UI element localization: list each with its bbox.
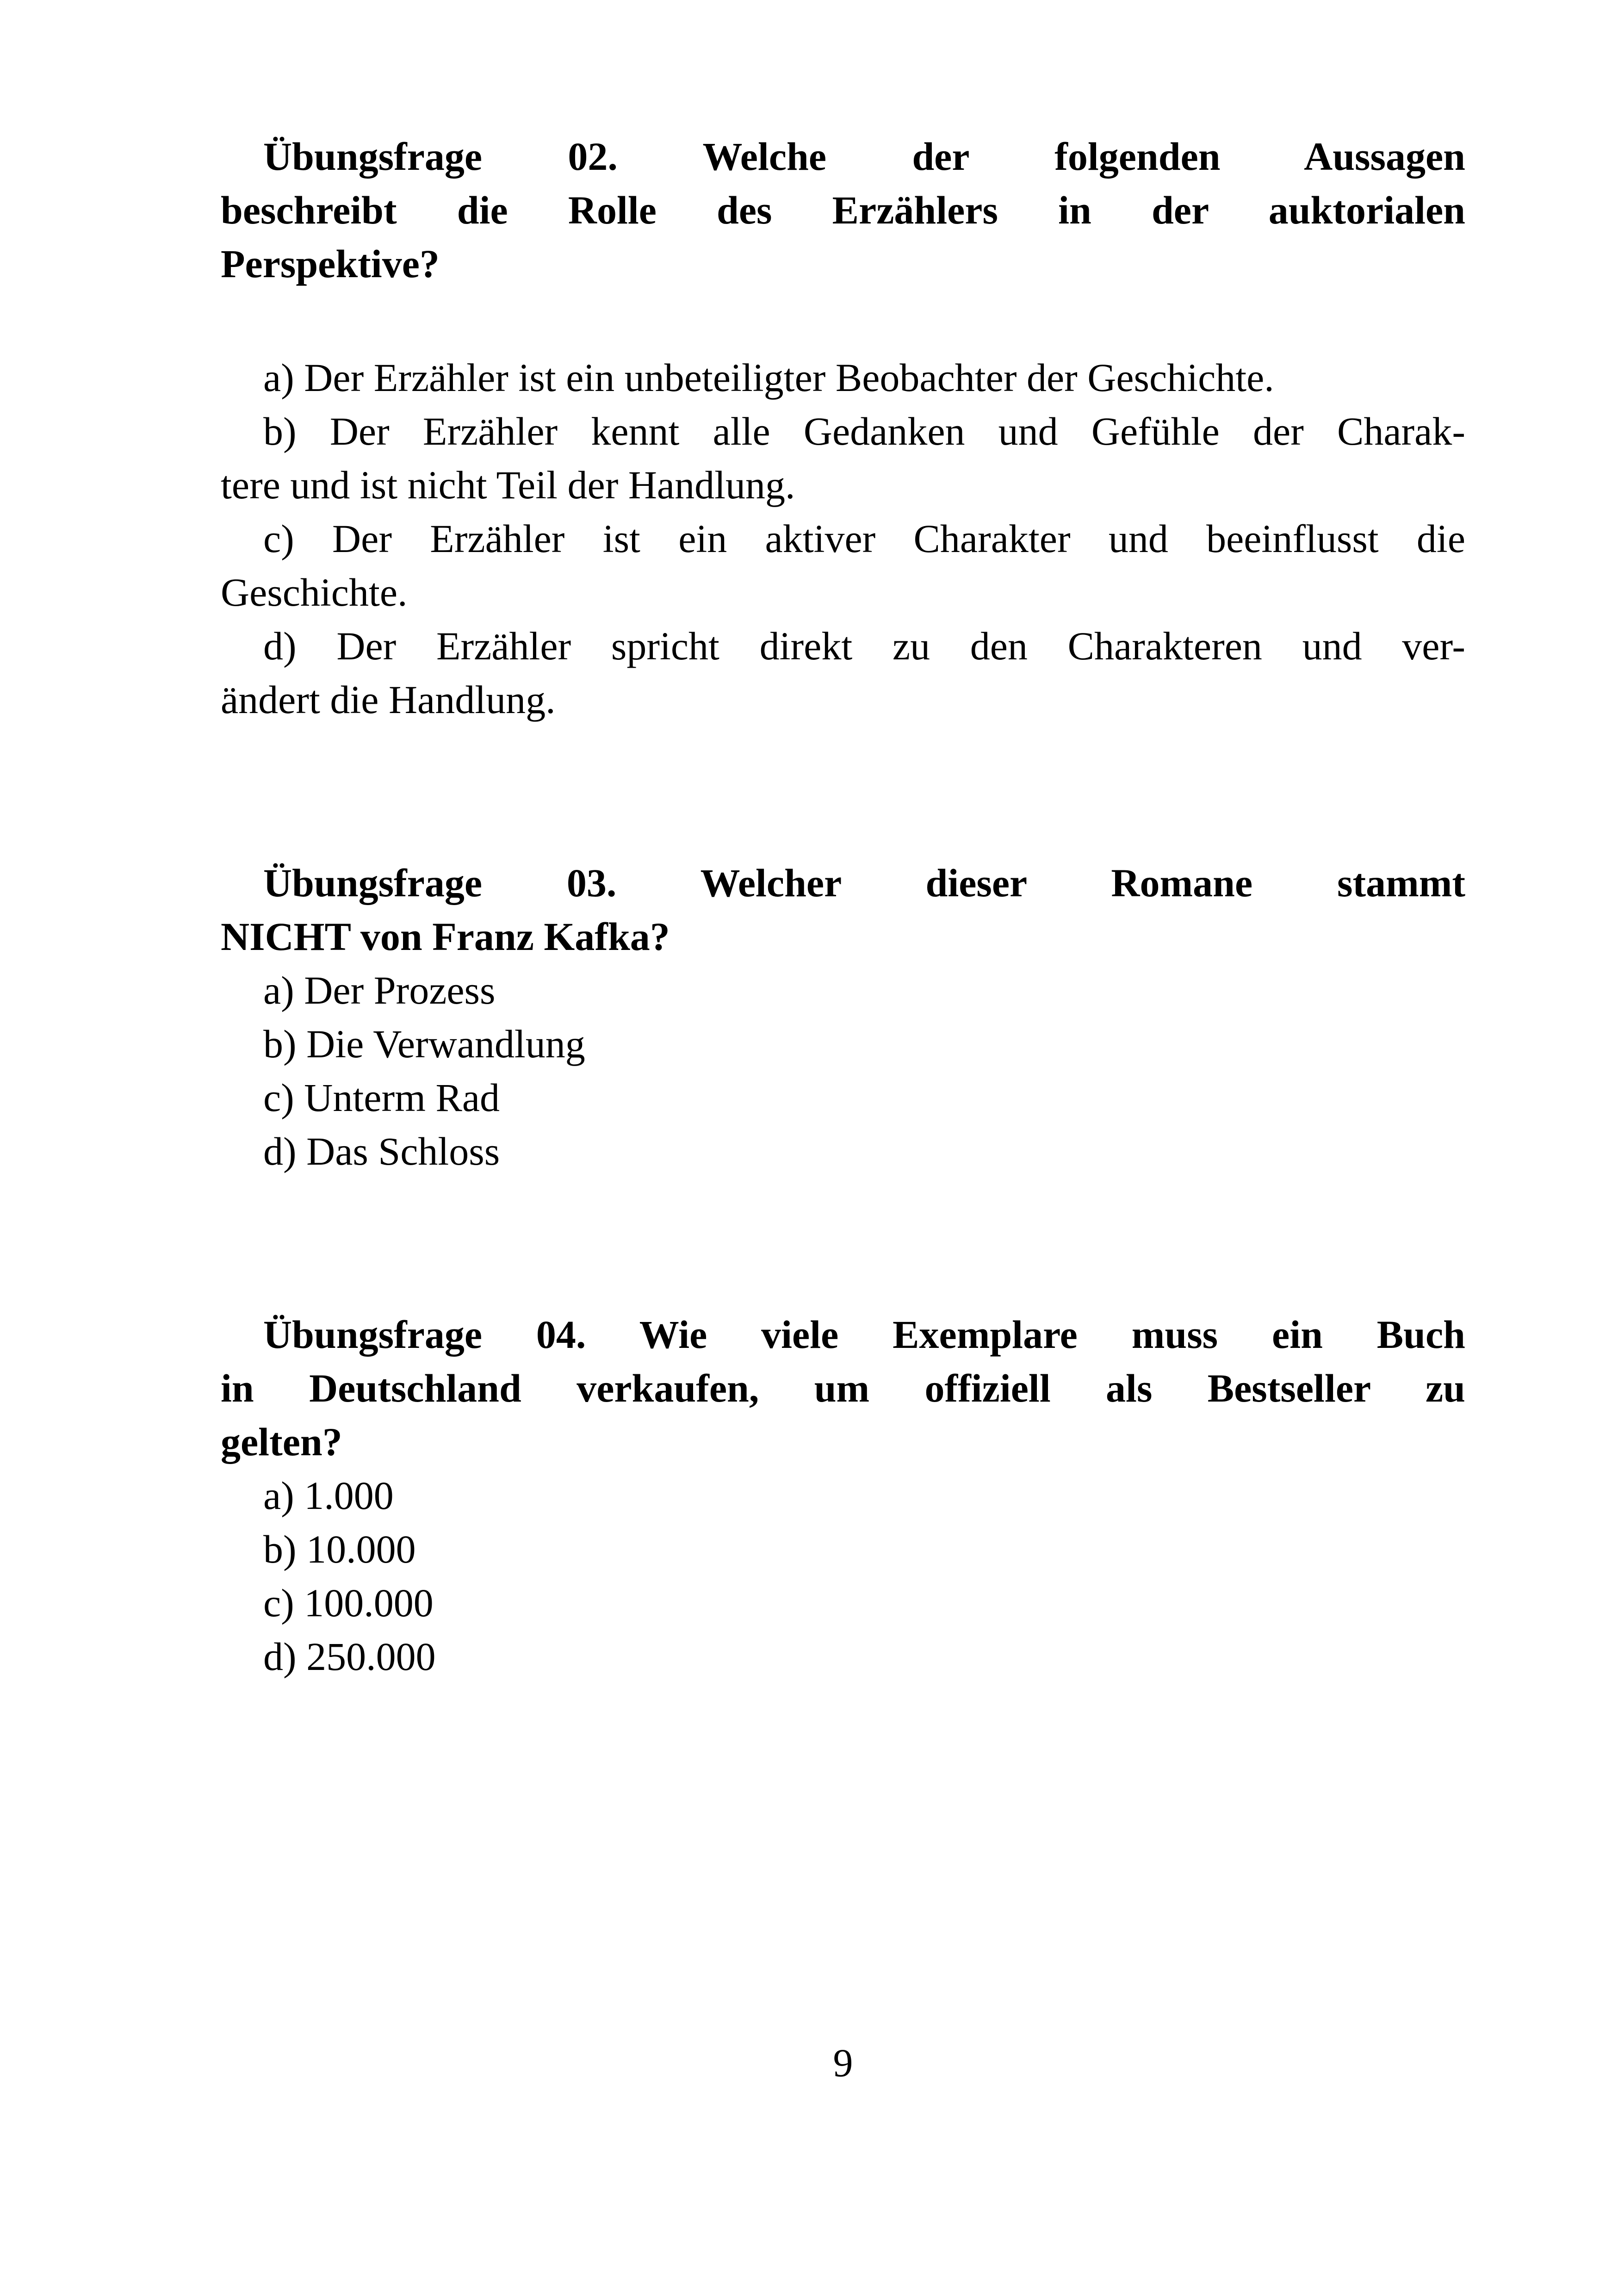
question-02-heading-line-2: beschreibt die Rolle des Erzählers in der auktorialen xyxy=(221,188,1465,232)
question-04-heading-line-1: Übungsfrage 04. Wie viele Exemplare muss ein Buch xyxy=(263,1312,1465,1357)
question-02-option-d xyxy=(221,619,1465,726)
question-04-option-c xyxy=(221,1576,1465,1630)
option-line: b) 10.000 xyxy=(263,1527,416,1571)
question-block-03 xyxy=(221,856,1465,1178)
question-02-heading-line-3: Perspektive? xyxy=(221,242,440,286)
question-03-option-c xyxy=(221,1071,1465,1124)
option-line: Geschichte. xyxy=(221,570,408,614)
option-line: ändert die Handlung. xyxy=(221,677,556,722)
page-content xyxy=(221,130,1465,1683)
question-04-heading-line-2: in Deutschland verkaufen, um offiziell als Bestseller zu xyxy=(221,1366,1465,1410)
option-line: c) 100.000 xyxy=(263,1581,434,1625)
question-04-option-d xyxy=(221,1630,1465,1683)
question-03-heading-line-2: NICHT von Franz Kafka? xyxy=(221,914,670,959)
question-04-heading-line-3: gelten? xyxy=(221,1420,342,1464)
question-block-02 xyxy=(221,130,1465,726)
option-line: d) Das Schloss xyxy=(263,1129,500,1173)
question-02-options xyxy=(221,351,1465,726)
question-03-option-a xyxy=(221,963,1465,1017)
question-03-option-b xyxy=(221,1017,1465,1071)
option-line: d) Der Erzähler spricht direkt zu den Charakteren und ver- xyxy=(263,624,1465,668)
question-03-heading xyxy=(221,856,1465,963)
question-block-04 xyxy=(221,1308,1465,1683)
option-line: b) Die Verwandlung xyxy=(263,1022,585,1066)
question-03-heading-line-1: Übungsfrage 03. Welcher dieser Romane stammt xyxy=(263,861,1465,905)
option-line: b) Der Erzähler kennt alle Gedanken und Gefühle der Charak- xyxy=(263,409,1465,453)
page-number: 9 xyxy=(833,2041,853,2085)
question-02-option-a xyxy=(221,351,1465,404)
option-line: c) Unterm Rad xyxy=(263,1075,500,1120)
question-04-option-a xyxy=(221,1469,1465,1522)
question-03-options xyxy=(221,963,1465,1178)
question-02-heading-line-1: Übungsfrage 02. Welche der folgenden Aussagen xyxy=(263,134,1465,179)
option-line: a) 1.000 xyxy=(263,1473,394,1518)
option-line: tere und ist nicht Teil der Handlung. xyxy=(221,463,795,507)
option-line: d) 250.000 xyxy=(263,1634,436,1679)
question-03-option-d xyxy=(221,1124,1465,1178)
option-line: c) Der Erzähler ist ein aktiver Charakter und beeinflusst die xyxy=(263,516,1465,561)
option-line: a) Der Erzähler ist ein unbeteiligter Beobachter der Geschichte. xyxy=(263,355,1274,400)
question-02-option-c xyxy=(221,512,1465,619)
question-02-heading xyxy=(221,130,1465,291)
question-04-option-b xyxy=(221,1522,1465,1576)
question-02-option-b xyxy=(221,404,1465,512)
question-04-heading xyxy=(221,1308,1465,1469)
option-line: a) Der Prozess xyxy=(263,968,496,1012)
question-04-options xyxy=(221,1469,1465,1683)
